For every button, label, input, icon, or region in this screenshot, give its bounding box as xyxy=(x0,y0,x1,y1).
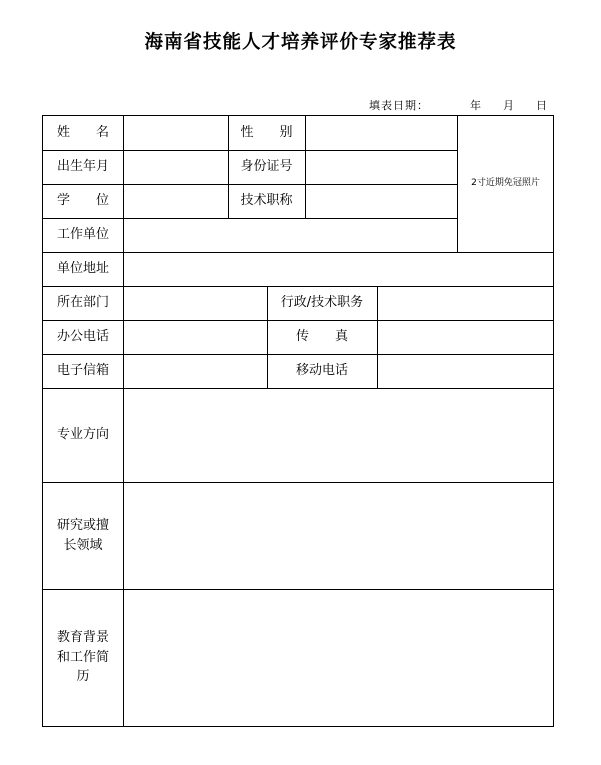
office-phone-field[interactable] xyxy=(124,321,266,353)
name-label: 姓 名 xyxy=(56,125,109,141)
position-label: 行政/技术职务 xyxy=(280,295,364,311)
research-area-field[interactable] xyxy=(124,483,552,588)
fill-date-month: 月 xyxy=(503,99,515,112)
email-label: 电子信箱 xyxy=(56,363,109,379)
office-phone-label: 办公电话 xyxy=(56,329,109,345)
page-title: 海南省技能人才培养评价专家推荐表 xyxy=(144,32,457,53)
id-number-field[interactable] xyxy=(306,151,456,183)
id-number-label: 身份证号 xyxy=(240,159,293,175)
gender-label: 性 别 xyxy=(240,125,293,141)
address-field[interactable] xyxy=(124,253,552,285)
fill-date-year: 年 xyxy=(470,99,482,112)
degree-field[interactable] xyxy=(124,185,227,217)
specialty-field[interactable] xyxy=(124,389,552,481)
degree-label: 学 位 xyxy=(56,193,109,209)
employer-label: 工作单位 xyxy=(56,227,109,243)
mobile-field[interactable] xyxy=(378,355,552,387)
employer-field[interactable] xyxy=(124,219,456,251)
education-field[interactable] xyxy=(124,590,552,725)
mobile-label: 移动电话 xyxy=(295,363,348,379)
birth-field[interactable] xyxy=(124,151,227,183)
technical-title-label: 技术职称 xyxy=(240,193,293,209)
photo-placeholder[interactable]: 2寸近期免冠照片 xyxy=(471,178,540,189)
fax-label: 传 真 xyxy=(295,329,348,345)
fill-date-label: 填表日期： xyxy=(369,99,429,112)
recommendation-form-table xyxy=(42,115,554,727)
specialty-label: 专业方向 xyxy=(56,427,109,443)
email-field[interactable] xyxy=(124,355,266,387)
department-label: 所在部门 xyxy=(56,295,109,311)
address-label: 单位地址 xyxy=(56,261,109,277)
department-field[interactable] xyxy=(124,287,266,319)
fill-date-day: 日 xyxy=(536,99,548,112)
position-field[interactable] xyxy=(378,287,552,319)
technical-title-field[interactable] xyxy=(306,185,456,217)
research-area-label: 研究或擅长领域 xyxy=(56,518,109,553)
birth-label: 出生年月 xyxy=(56,159,109,175)
name-field[interactable] xyxy=(124,117,227,149)
education-label: 教育背景和工作简历 xyxy=(56,630,109,685)
fax-field[interactable] xyxy=(378,321,552,353)
gender-field[interactable] xyxy=(306,117,456,149)
